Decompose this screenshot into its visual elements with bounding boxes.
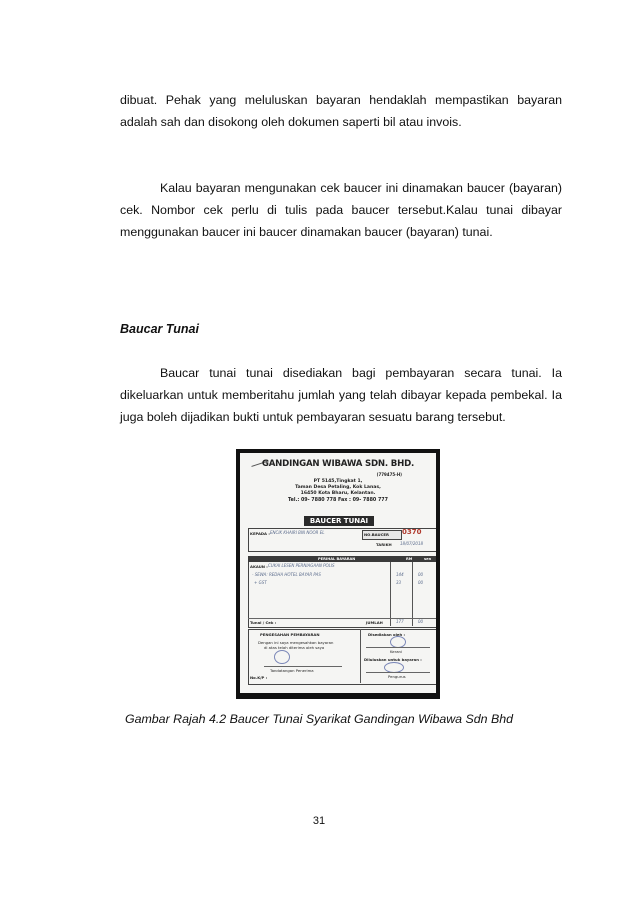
signature-divider <box>360 629 361 683</box>
sen-column-divider <box>412 562 413 626</box>
paragraph-cheque-voucher: Kalau bayaran mengunakan cek baucer ini dinamakan baucer (bayaran) cek. Nombor cek perlu di tulis pada baucer tersebut.Kalau tunai dibayar menggunakan baucer ini baucer dinamakan baucer (bayaran) tunai. <box>120 181 562 239</box>
rm-label: RM <box>406 557 413 561</box>
no-baucer-label: NO.BAUCER <box>364 532 389 537</box>
voucher-figure <box>236 449 440 699</box>
kerani-label: Kerani <box>390 649 402 654</box>
nokp-label: No.K/P : <box>250 675 268 680</box>
perihal-label: PERIHAL BAYARAN <box>318 557 356 561</box>
disediakan-label: Disediakan oleh : <box>368 632 406 637</box>
tarikh-label: TARIKH <box>376 542 392 547</box>
pengesahan-text: di atas telah diterima oleh saya <box>264 645 325 650</box>
jumlah-sen: 00 <box>418 619 424 624</box>
no-baucer-value: 0370 <box>402 528 422 536</box>
tandatangan-label: Tandatangan Penerima <box>270 668 314 673</box>
item-rm: 33 <box>396 580 402 585</box>
pengurus-sign-line <box>366 672 430 673</box>
signature-scribble <box>274 650 290 664</box>
particulars-header <box>248 556 436 562</box>
item-sen: 00 <box>418 580 424 585</box>
voucher-address-line: Taman Desa Petaling, Kok Lanas, <box>295 485 381 490</box>
tunai-cek-label: Tunai / Cek : <box>250 620 277 625</box>
item-sen: 00 <box>418 572 424 577</box>
akaun-label: AKAUN : <box>250 564 268 569</box>
item-rm: 144 <box>396 572 404 577</box>
voucher-contact: Tel.: 09- 7880 778 Fax : 09- 7880 777 <box>288 498 388 503</box>
voucher-address-line: PT 5145,Tingkat 1, <box>313 479 363 484</box>
section-heading: Baucar Tunai <box>120 322 199 336</box>
jumlah-label: JUMLAH <box>366 620 383 625</box>
kerani-sign-line <box>366 647 430 648</box>
paragraph-continuation: dibuat. Pehak yang meluluskan bayaran hendaklah mempastikan bayaran adalah sah dan disokong oleh dokumen saperti bil atau invois. <box>120 93 562 129</box>
item-line: - SEWA: REDHA HOTEL BAYAR PAS <box>252 572 321 577</box>
akaun-value: CUKAI LESEN PERNIAGAAN POLIS <box>268 563 335 568</box>
page-number: 31 <box>312 815 326 827</box>
diluluskan-label: Diluluskan untuk bayaran : <box>364 657 422 662</box>
kepada-value: ENCIK KHAIRI BIN NOOR EL <box>270 530 325 535</box>
tarikh-value: 18/07/2018 <box>400 541 424 546</box>
figure-caption: Gambar Rajah 4.2 Baucer Tunai Syarikat Gandingan Wibawa Sdn Bhd <box>124 712 514 726</box>
pengurus-label: Pengurus <box>388 674 406 679</box>
total-divider <box>248 618 436 619</box>
sen-label: sen <box>424 557 432 561</box>
paragraph-cash-voucher: Baucar tunai tunai disediakan bagi pembayaran secara tunai. Ia dikeluarkan untuk memberitahu jumlah yang telah dibayar kepada pembekal. Ia juga boleh dijadikan bukti untuk pembayaran sesuatu barang tersebut. <box>120 366 562 424</box>
voucher-company-name: GANDINGAN WIBAWA SDN. BHD. <box>261 459 415 469</box>
pengesahan-label: PENGESAHAN PEMBAYARAN <box>260 632 320 637</box>
voucher-title: BAUCER TUNAI <box>304 516 374 526</box>
jumlah-rm: 177 <box>396 619 404 624</box>
rm-column-divider <box>390 562 391 626</box>
kepada-label: KEPADA : <box>250 531 270 536</box>
item-line: + GST <box>254 580 267 585</box>
receiver-sign-line <box>264 666 342 667</box>
pengesahan-text: Dengan ini saya mengesahkan bayaran <box>258 640 334 645</box>
cash-voucher-scan <box>240 453 436 693</box>
voucher-address-line: 16450 Kota Bharu, Kelantan. <box>300 491 376 496</box>
voucher-reg-no: (779475-H) <box>376 472 402 477</box>
